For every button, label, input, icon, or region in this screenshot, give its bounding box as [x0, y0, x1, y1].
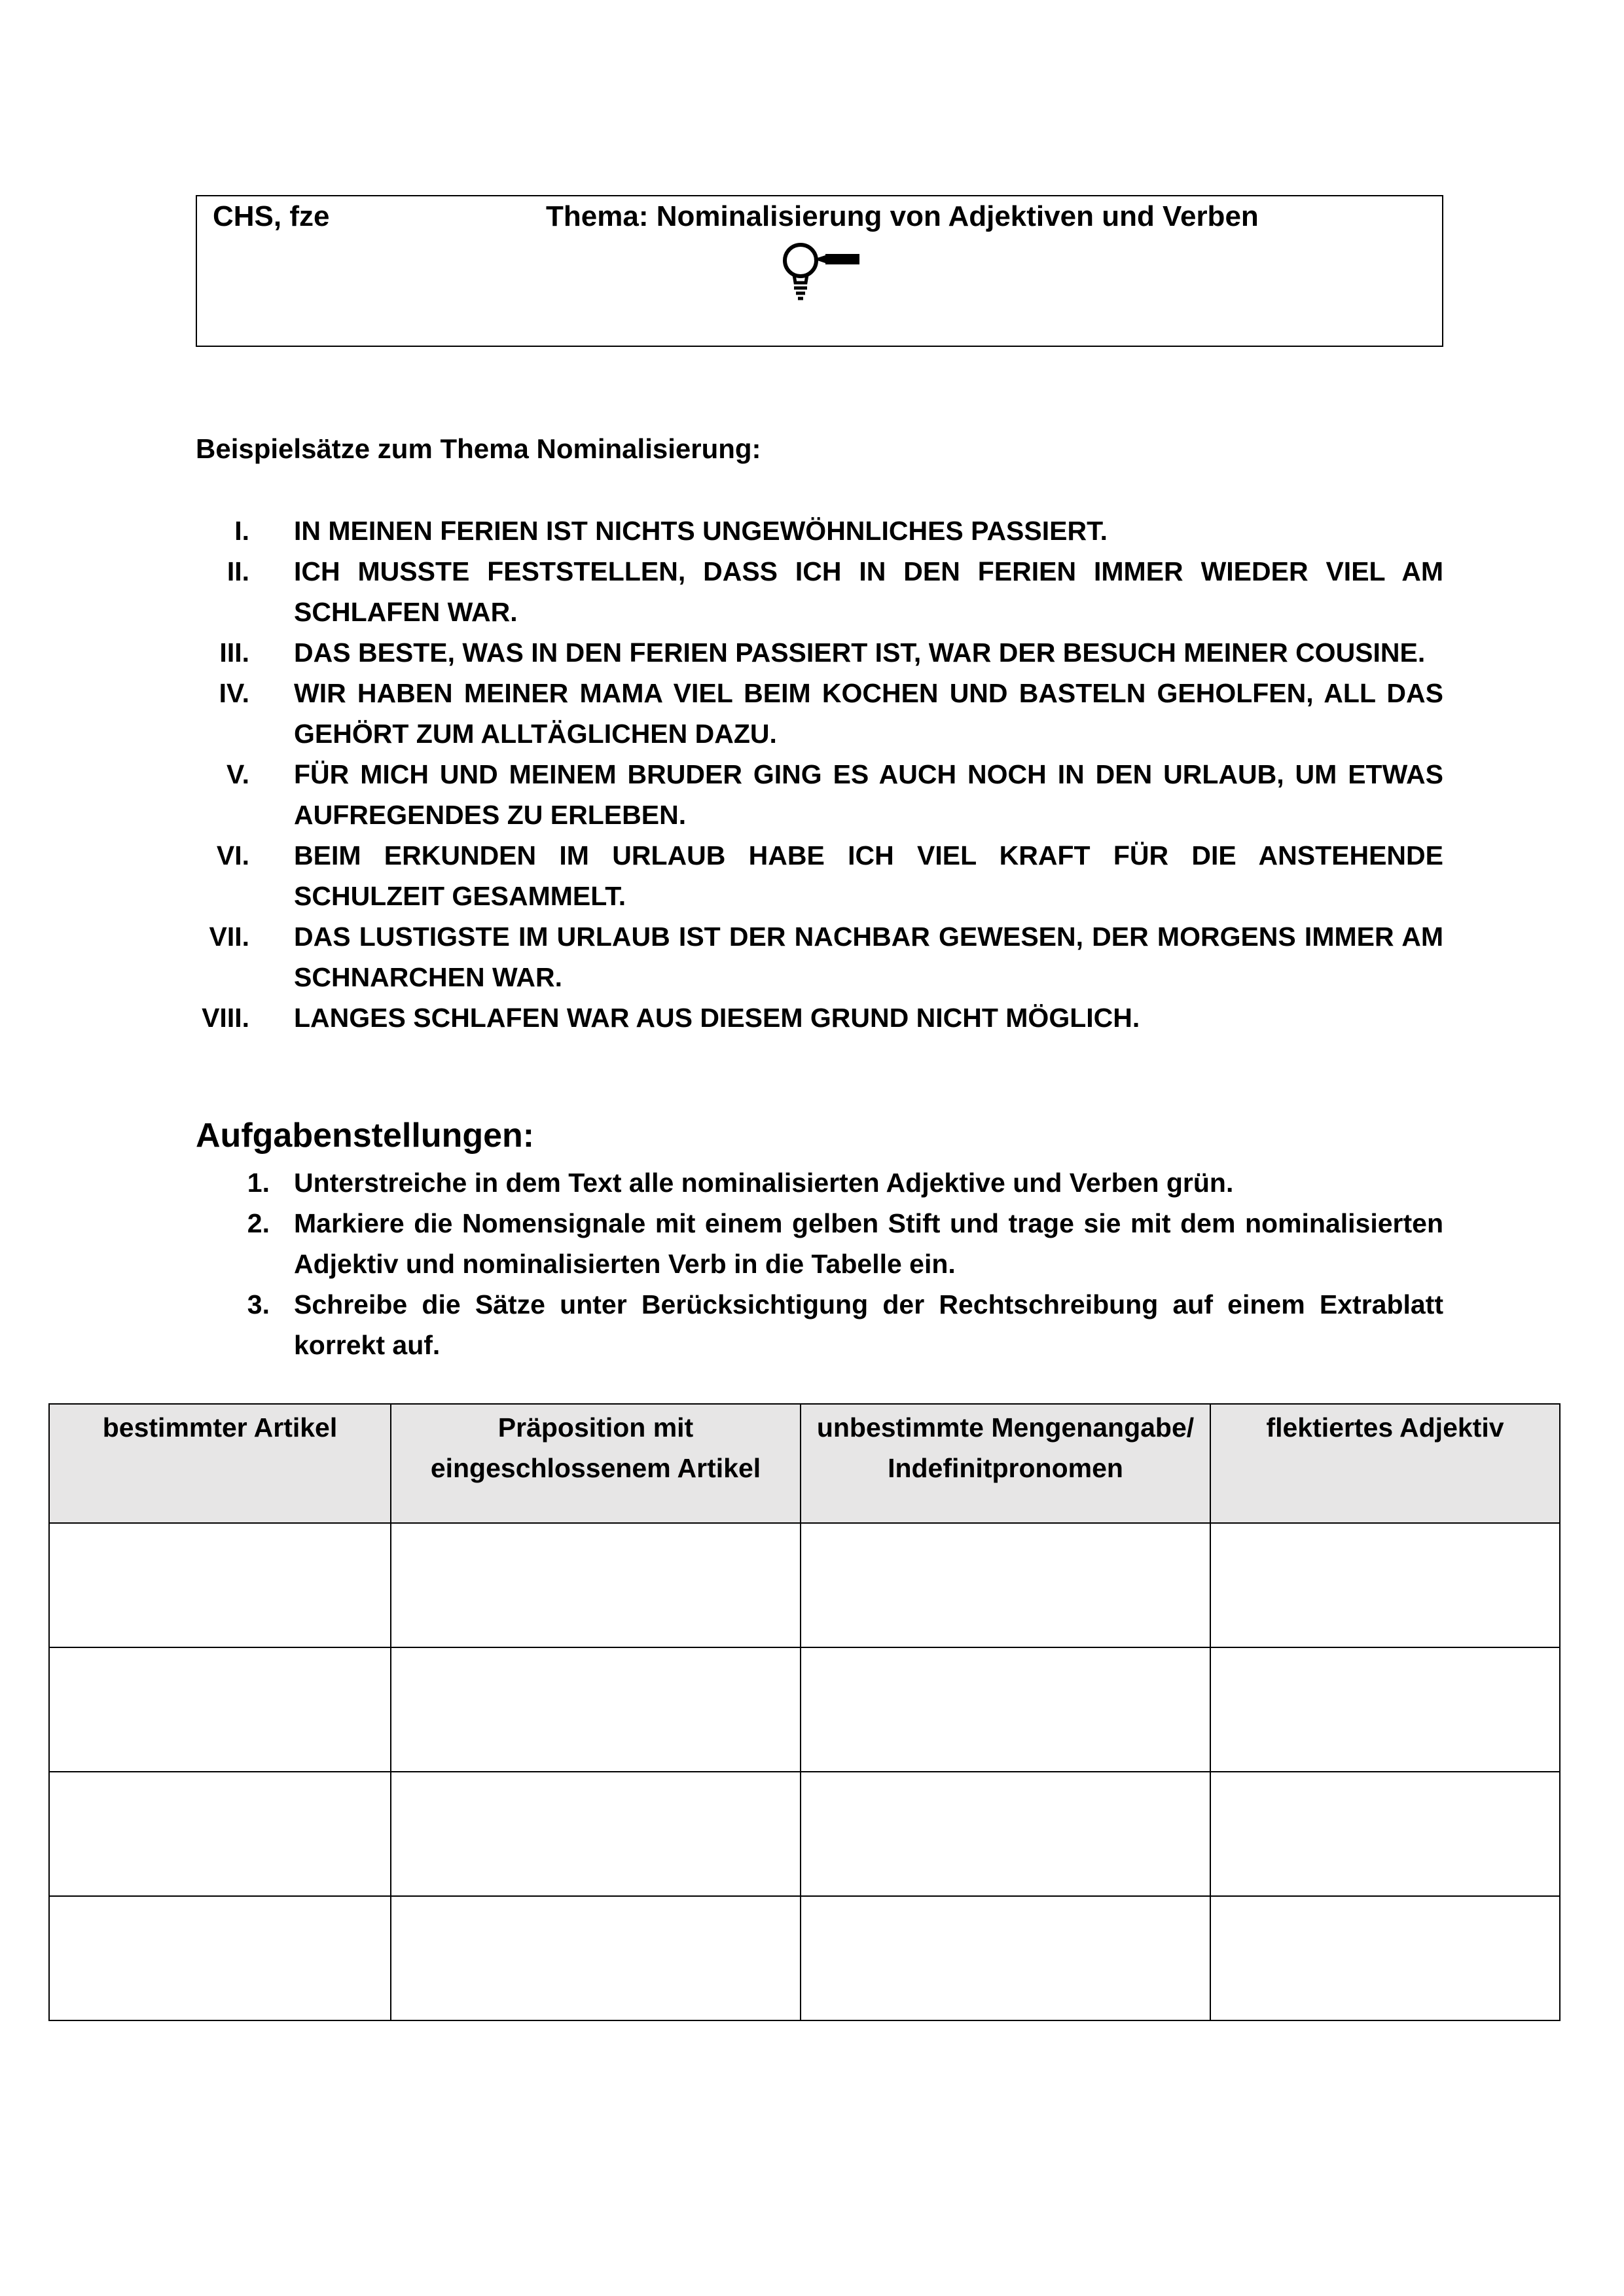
task-item — [196, 1162, 1443, 1203]
list-item — [196, 916, 1443, 997]
table-cell[interactable] — [1210, 1523, 1560, 1647]
task-item — [196, 1284, 1443, 1365]
table-row — [49, 1772, 1560, 1896]
item-text: FÜR MICH UND MEINEM BRUDER GING ES AUCH NOCH IN DEN URLAUB, UM ETWAS AUFREGENDES ZU ERLEBEN. — [294, 759, 1443, 830]
header-box — [196, 195, 1443, 347]
list-item — [196, 551, 1443, 632]
item-number: III. — [219, 637, 249, 668]
table-row — [49, 1896, 1560, 2020]
item-number: VI. — [216, 840, 249, 870]
table-cell[interactable] — [49, 1647, 391, 1772]
task-number: 1. — [247, 1168, 270, 1198]
table-cell[interactable] — [391, 1896, 801, 2020]
example-sentence-list — [196, 511, 1443, 1038]
table-row — [49, 1647, 1560, 1772]
tasks-title: Aufgabenstellungen: — [196, 1117, 535, 1155]
table-cell[interactable] — [1210, 1647, 1560, 1772]
column-header-bestimmter-artikel: bestimmter Artikel — [49, 1404, 391, 1523]
table-cell[interactable] — [49, 1896, 391, 2020]
task-text: Unterstreiche in dem Text alle nominalisierten Adjektive und Verben grün. — [294, 1168, 1234, 1198]
table-cell[interactable] — [391, 1523, 801, 1647]
lightbulb-icon — [780, 240, 871, 305]
task-item — [196, 1203, 1443, 1284]
item-text: ICH MUSSTE FESTSTELLEN, DASS ICH IN DEN FERIEN IMMER WIEDER VIEL AM SCHLAFEN WAR. — [294, 556, 1443, 627]
nomensignal-table — [48, 1403, 1561, 2021]
list-item — [196, 632, 1443, 673]
item-number: V. — [226, 759, 249, 789]
item-text: BEIM ERKUNDEN IM URLAUB HABE ICH VIEL KRAFT FÜR DIE ANSTEHENDE SCHULZEIT GESAMMELT. — [294, 840, 1443, 911]
item-text: IN MEINEN FERIEN IST NICHTS UNGEWÖHNLICHES PASSIERT. — [294, 516, 1108, 546]
table-cell[interactable] — [391, 1772, 801, 1896]
item-number: II. — [226, 556, 249, 586]
task-number: 2. — [247, 1208, 270, 1238]
list-item — [196, 754, 1443, 835]
column-header-mengenangabe: unbestimmte Mengenangabe/ Indefinitpronomen — [801, 1404, 1210, 1523]
table-header-row — [49, 1404, 1560, 1523]
table-cell[interactable] — [801, 1647, 1210, 1772]
item-text: LANGES SCHLAFEN WAR AUS DIESEM GRUND NICHT MÖGLICH. — [294, 1003, 1140, 1033]
item-text: DAS LUSTIGSTE IM URLAUB IST DER NACHBAR GEWESEN, DER MORGENS IMMER AM SCHNARCHEN WAR. — [294, 922, 1443, 992]
task-number: 3. — [247, 1289, 270, 1319]
task-text: Schreibe die Sätze unter Berücksichtigung der Rechtschreibung auf einem Extrablatt korrekt auf. — [294, 1289, 1443, 1360]
item-number: VIII. — [202, 1003, 249, 1033]
list-item — [196, 673, 1443, 754]
task-text: Markiere die Nomensignale mit einem gelben Stift und trage sie mit dem nominalisierten Adjektiv und nominalisierten Verb in die Tabelle ein. — [294, 1208, 1443, 1279]
item-text: WIR HABEN MEINER MAMA VIEL BEIM KOCHEN UND BASTELN GEHOLFEN, ALL DAS GEHÖRT ZUM ALLTÄGLICHEN DAZU. — [294, 678, 1443, 749]
table-cell[interactable] — [49, 1523, 391, 1647]
list-item — [196, 997, 1443, 1038]
header-topic: Thema: Nominalisierung von Adjektiven und Verben — [546, 200, 1259, 232]
item-number: VII. — [209, 922, 249, 952]
item-number: I. — [234, 516, 249, 546]
item-text: DAS BESTE, WAS IN DEN FERIEN PASSIERT IST, WAR DER BESUCH MEINER COUSINE. — [294, 637, 1426, 668]
table-cell[interactable] — [391, 1647, 801, 1772]
column-header-flektiertes-adjektiv: flektiertes Adjektiv — [1210, 1404, 1560, 1523]
table-cell[interactable] — [1210, 1896, 1560, 2020]
table-cell[interactable] — [49, 1772, 391, 1896]
column-header-praeposition: Präposition mit eingeschlossenem Artikel — [391, 1404, 801, 1523]
table-cell[interactable] — [801, 1523, 1210, 1647]
table-cell[interactable] — [801, 1772, 1210, 1896]
item-number: IV. — [219, 678, 249, 708]
header-school: CHS, fze — [213, 200, 330, 232]
list-item — [196, 835, 1443, 916]
examples-title: Beispielsätze zum Thema Nominalisierung: — [196, 433, 761, 464]
table-row — [49, 1523, 1560, 1647]
table-cell[interactable] — [801, 1896, 1210, 2020]
table-cell[interactable] — [1210, 1772, 1560, 1896]
list-item — [196, 511, 1443, 551]
task-list — [196, 1162, 1443, 1365]
